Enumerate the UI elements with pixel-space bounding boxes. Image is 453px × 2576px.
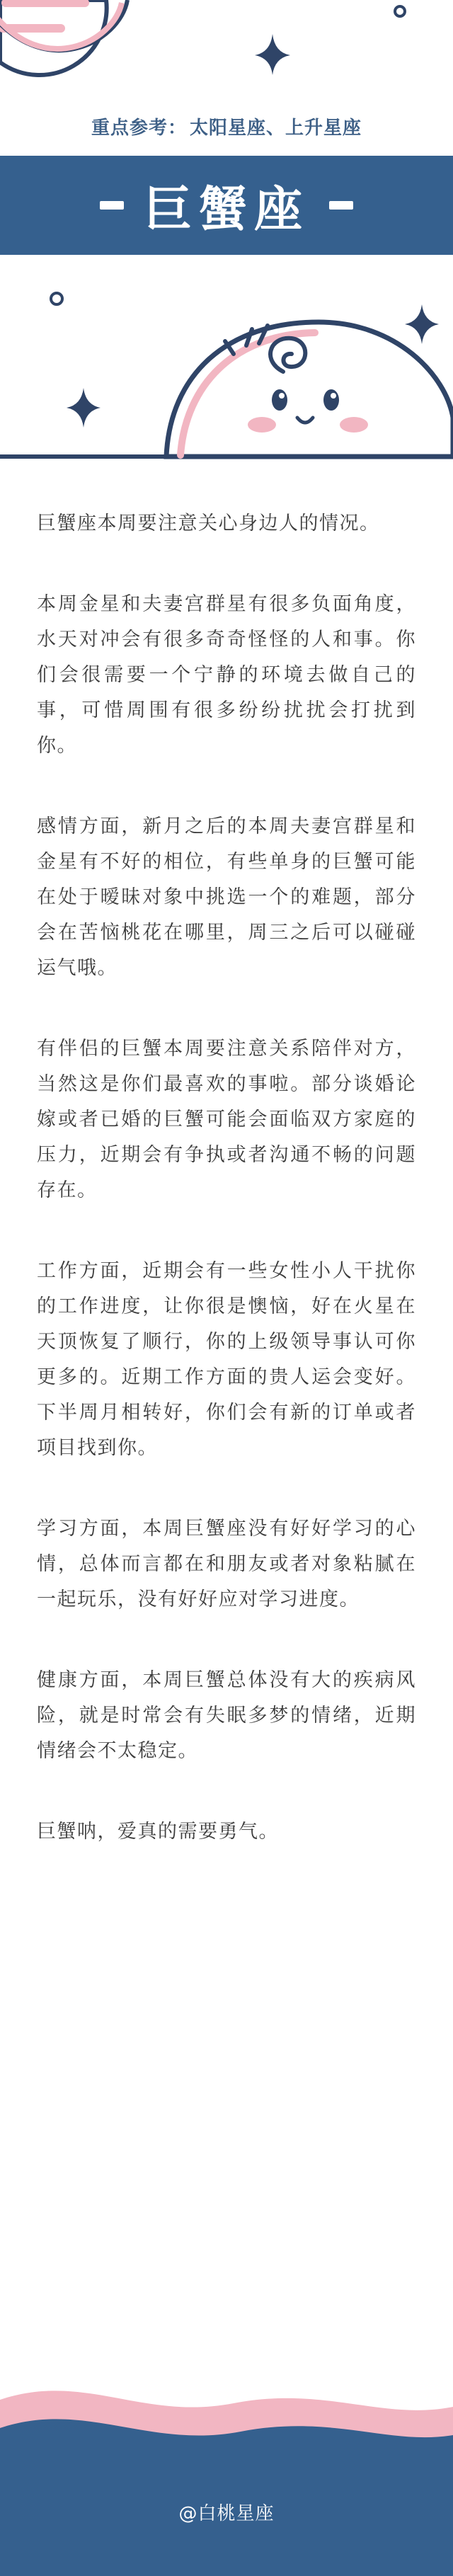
reference-label: 重点参考： [91,118,187,139]
paragraph: 健康方面，本周巨蟹总体没有大的疾病风险，就是时常会有失眠多梦的情绪，近期情绪会不太稳定。 [37,1669,416,1762]
paragraph: 工作方面，近期会有一些女性小人干扰你的工作进度，让你很是懊恼，好在火星在天顶恢复了顺行，你的上级领导事认可你更多的。近期工作方面的贵人运会变好。下半周月相转好，你们会有新的订单或者项目找到你。 [37,1260,416,1459]
paragraph: 本周金星和夫妻宫群星有很多负面角度，水天对冲会有很多奇奇怪怪的人和事。你们会很需要一个宁静的环境去做自己的事，可惜周围有很多纷纷扰扰会打扰到你。 [37,593,416,757]
right-dash [329,201,353,210]
mascot-face [166,322,453,457]
mascot-illustration [0,255,453,467]
planet-icon [0,0,127,75]
paragraph: 巨蟹呐，爱真的需要勇气。 [37,1821,279,1843]
paragraph: 感情方面，新月之后的本周夫妻宫群星和金星有不好的相位，有些单身的巨蟹可能在处于暧昧对象中挑选一个的难题，部分会在苦恼桃花在哪里，周三之后可以碰碰运气哦。 [37,815,416,979]
article-body [37,506,416,1895]
paragraph: 学习方面，本周巨蟹座没有好好学习的心情，总体而言都在和朋友或者对象粘腻在一起玩乐，没有好好应对学习进度。 [37,1518,416,1610]
sparkle-icon [67,388,101,428]
ring-dot-icon [51,293,62,304]
top-decoration [0,0,453,106]
page-title-wrap [0,156,453,255]
title-banner [0,156,453,255]
paragraph: 有伴侣的巨蟹本周要注意关系陪伴对方，当然这是你们最喜欢的事啦。部分谈婚论嫁或者已婚的巨蟹可能会面临双方家庭的压力，近期会有争执或者沟通不畅的问题存在。 [37,1038,416,1201]
left-dash [100,201,124,210]
reference-line [0,113,453,139]
sparkle-icon [255,34,290,75]
footer-credit: @白桃星座 [178,2503,275,2524]
footer-wave [0,2371,453,2576]
paragraph: 巨蟹座本周要注意关心身边人的情况。 [37,513,380,534]
page-title: 巨蟹座 [143,181,309,238]
ring-dot-icon [395,6,405,16]
reference-value: 太阳星座、上升星座 [190,118,362,139]
sparkle-icon [405,304,439,344]
